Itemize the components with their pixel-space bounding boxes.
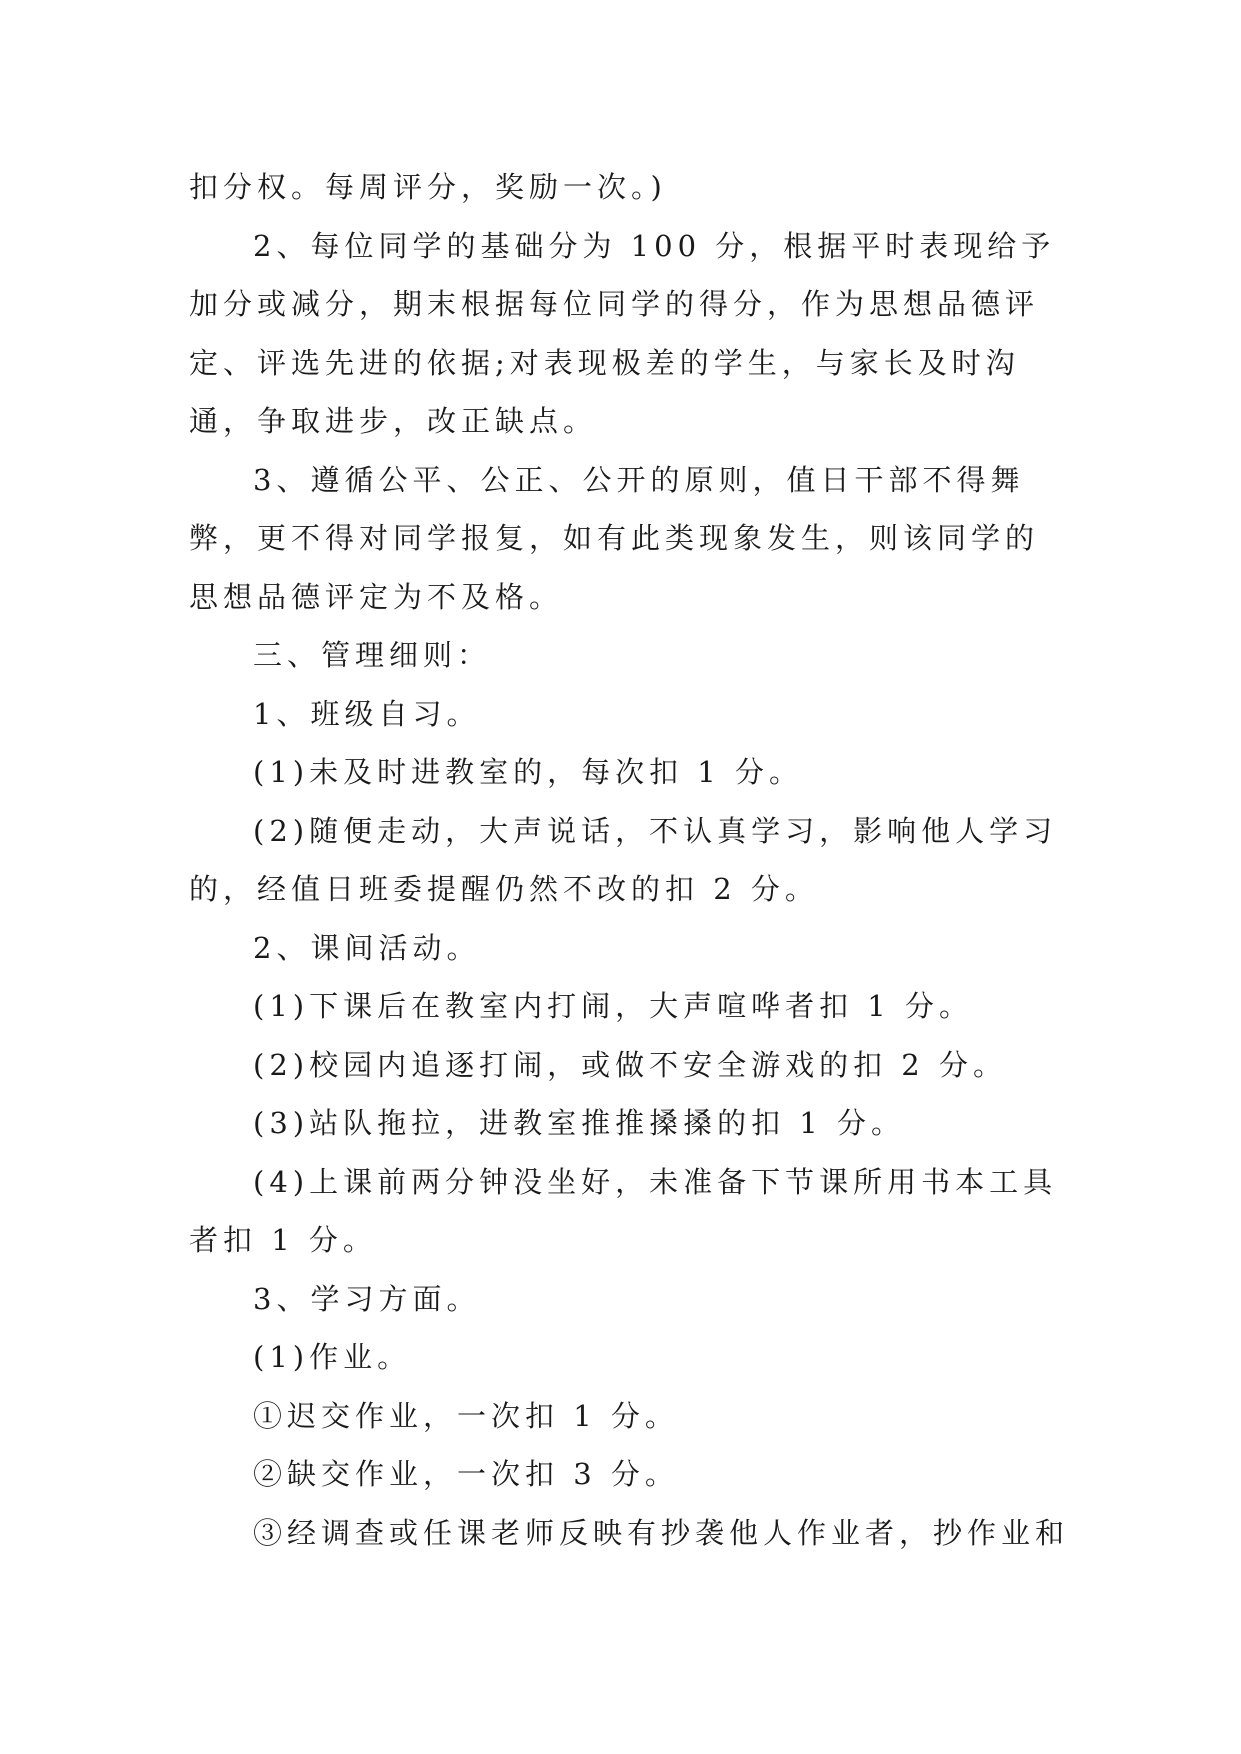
- paragraph: 2、每位同学的基础分为 100 分，根据平时表现给予加分或减分，期末根据每位同学的得分，作为思想品德评定、评选先进的依据;对表现极差的学生，与家长及时沟通，争取进步，改正缺点。: [189, 228, 1056, 438]
- paragraph: ②缺交作业，一次扣 3 分。: [253, 1457, 679, 1491]
- paragraph: (1)作业。: [253, 1340, 412, 1374]
- paragraph: (4)上课前两分钟没坐好，未准备下节课所用书本工具者扣 1 分。: [189, 1164, 1058, 1257]
- document-body: [189, 158, 1069, 1562]
- paragraph: (1)未及时进教室的，每次扣 1 分。: [253, 755, 803, 789]
- paragraph: ①迟交作业，一次扣 1 分。: [253, 1398, 679, 1433]
- paragraph: 3、遵循公平、公正、公开的原则，值日干部不得舞弊，更不得对同学报复，如有此类现象发生，则该同学的思想品德评定为不及格。: [189, 462, 1040, 614]
- paragraph: 3、学习方面。: [253, 1281, 481, 1316]
- paragraph: 2、课间活动。: [253, 930, 481, 965]
- paragraph: (2)校园内追逐打闹，或做不安全游戏的扣 2 分。: [253, 1047, 1007, 1082]
- paragraph: ③经调查或任课老师反映有抄袭他人作业者，抄作业和: [253, 1515, 1070, 1550]
- paragraph: (1)下课后在教室内打闹，大声喧哗者扣 1 分。: [253, 989, 973, 1023]
- paragraph: 扣分权。每周评分，奖励一次。): [189, 170, 667, 204]
- paragraph: 三、管理细则：: [253, 638, 492, 672]
- paragraph: (2)随便走动，大声说话，不认真学习，影响他人学习的，经值日班委提醒仍然不改的扣 2 分。: [189, 813, 1058, 906]
- paragraph: 1、班级自习。: [253, 696, 481, 731]
- paragraph: (3)站队拖拉，进教室推推搡搡的扣 1 分。: [253, 1106, 905, 1140]
